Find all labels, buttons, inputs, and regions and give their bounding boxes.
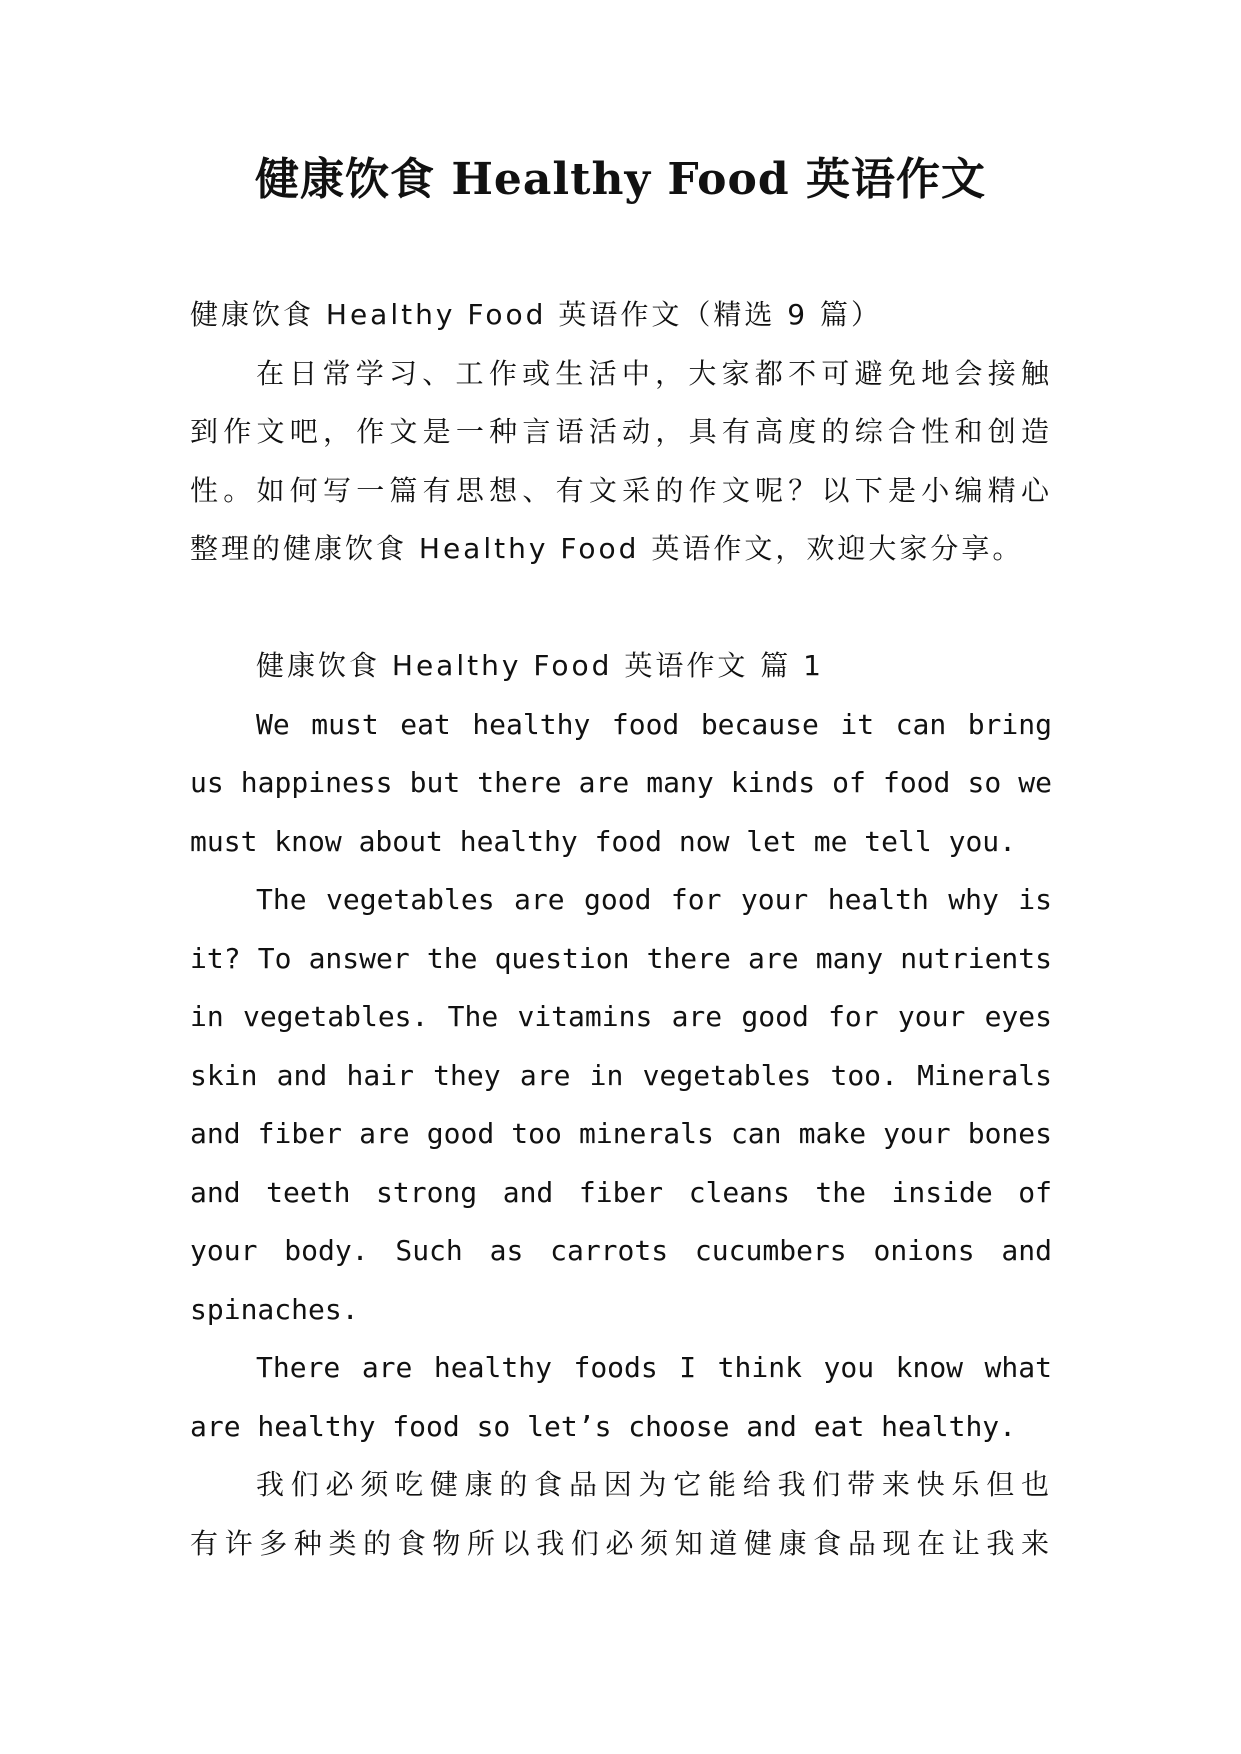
essay-line: skin and hair they are in vegetables too. Minerals xyxy=(190,1058,1052,1092)
intro-line: 在日常学习、工作或生活中，大家都不可避免地会接触 xyxy=(256,356,1052,390)
intro-line: 到作文吧，作文是一种言语活动，具有高度的综合性和创造 xyxy=(190,415,1052,448)
essay-line: We must eat healthy food because it can bring xyxy=(256,707,1052,741)
essay-line: your body. Such as carrots cucumbers onions and xyxy=(190,1234,1052,1267)
essay-line: The vegetables are good for your health why is xyxy=(256,883,1052,916)
section-heading: 健康饮食 Healthy Food 英语作文 篇 1 xyxy=(256,649,824,682)
essay-line: in vegetables. The vitamins are good for your eyes xyxy=(190,1000,1052,1033)
essay-line: it? To answer the question there are many nutrients xyxy=(190,941,1052,975)
essay-line: are healthy food so let’s choose and eat healthy. xyxy=(190,1409,1017,1443)
intro-line: 性。如何写一篇有思想、有文采的作文呢？以下是小编精心 xyxy=(190,473,1052,507)
essay-line: There are healthy foods I think you know what xyxy=(256,1351,1052,1384)
document-subtitle: 健康饮食 Healthy Food 英语作文（精选 9 篇） xyxy=(190,298,882,331)
translation-line: 有许多种类的食物所以我们必须知道健康食品现在让我来 xyxy=(190,1526,1052,1560)
essay-line: us happiness but there are many kinds of food so we xyxy=(190,766,1052,799)
document-body xyxy=(190,286,1052,1573)
document-title: 健康饮食 Healthy Food 英语作文 xyxy=(255,154,986,205)
essay-line: must know about healthy food now let me tell you. xyxy=(190,824,1017,858)
essay-line: and fiber are good too minerals can make your bones xyxy=(190,1117,1052,1150)
paragraph-spacer xyxy=(190,579,1052,638)
essay-line: spinaches. xyxy=(190,1292,359,1326)
intro-line: 整理的健康饮食 Healthy Food 英语作文，欢迎大家分享。 xyxy=(190,532,1024,565)
essay-line: and teeth strong and fiber cleans the inside of xyxy=(190,1175,1052,1209)
translation-line: 我们必须吃健康的食品因为它能给我们带来快乐但也 xyxy=(256,1468,1052,1501)
